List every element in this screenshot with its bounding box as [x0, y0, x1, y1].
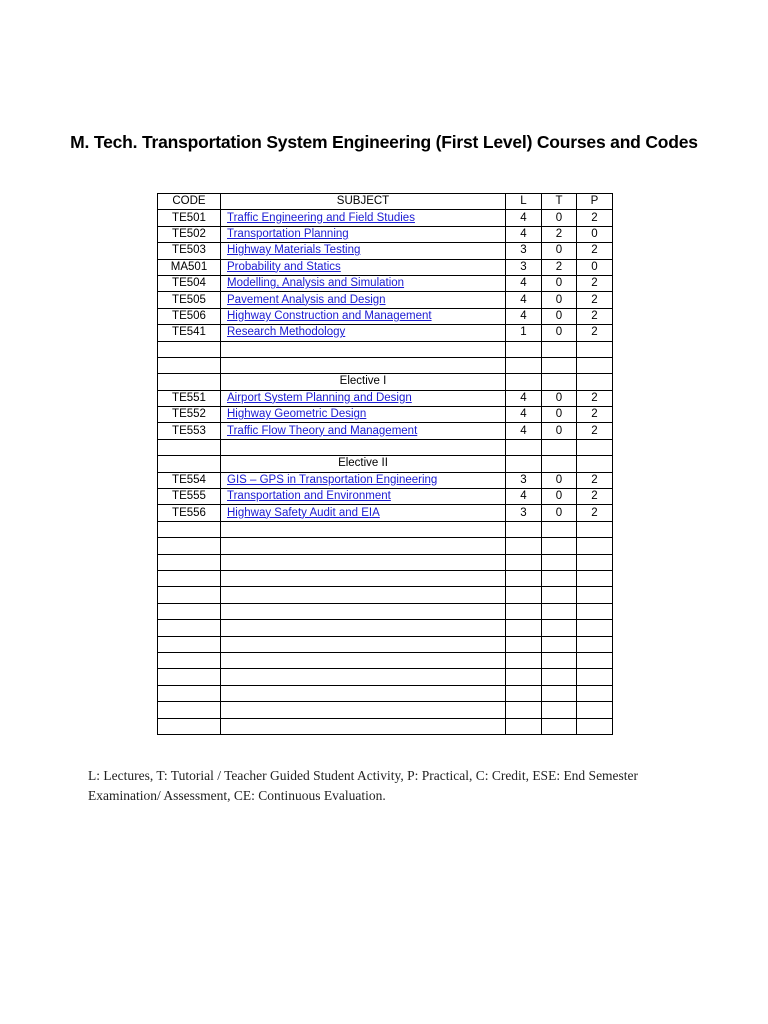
table-row: [158, 325, 613, 341]
table-row: [158, 505, 613, 521]
practical-hours: 2: [577, 505, 613, 521]
tutorial-hours: 0: [542, 210, 577, 226]
practical-hours: 2: [577, 489, 613, 505]
practical-hours: 2: [577, 292, 613, 308]
elective-1-label: Elective I: [221, 374, 506, 390]
course-link[interactable]: Highway Construction and Management: [227, 309, 432, 322]
header-p: P: [577, 194, 613, 210]
course-code: TE501: [158, 210, 221, 226]
tutorial-hours: 0: [542, 407, 577, 423]
practical-hours: 2: [577, 275, 613, 291]
empty-row: [158, 587, 613, 603]
course-link[interactable]: Traffic Engineering and Field Studies: [227, 211, 415, 224]
table-row: [158, 226, 613, 242]
lecture-hours: 4: [506, 489, 542, 505]
course-code: TE506: [158, 308, 221, 324]
tutorial-hours: 0: [542, 243, 577, 259]
lecture-hours: 4: [506, 308, 542, 324]
tutorial-hours: 0: [542, 472, 577, 488]
tutorial-hours: 0: [542, 292, 577, 308]
header-t: T: [542, 194, 577, 210]
lecture-hours: 4: [506, 423, 542, 439]
header-l: L: [506, 194, 542, 210]
table-row: [158, 407, 613, 423]
course-link[interactable]: Highway Materials Testing: [227, 244, 361, 257]
course-code: TE541: [158, 325, 221, 341]
course-subject: [221, 407, 506, 423]
practical-hours: 0: [577, 226, 613, 242]
course-subject: [221, 226, 506, 242]
table-row: [158, 472, 613, 488]
practical-hours: 2: [577, 472, 613, 488]
lecture-hours: 4: [506, 210, 542, 226]
course-code: TE555: [158, 489, 221, 505]
course-link[interactable]: Modelling, Analysis and Simulation: [227, 277, 405, 290]
legend-text: L: Lectures, T: Tutorial / Teacher Guided Student Activity, P: Practical, C: Credit, ESE: End Semester Examination/ Assessment, CE: Continuous Evaluation.: [88, 768, 639, 803]
page-title: M. Tech. Transportation System Engineering (First Level) Courses and Codes: [70, 132, 698, 152]
course-code: TE556: [158, 505, 221, 521]
tutorial-hours: 0: [542, 308, 577, 324]
table-row: [158, 489, 613, 505]
tutorial-hours: 0: [542, 505, 577, 521]
course-code: TE503: [158, 243, 221, 259]
course-code: TE505: [158, 292, 221, 308]
tutorial-hours: 0: [542, 325, 577, 341]
tutorial-hours: 2: [542, 259, 577, 275]
course-subject: [221, 390, 506, 406]
course-link[interactable]: GIS – GPS in Transportation Engineering: [227, 473, 438, 486]
section-row: [158, 374, 613, 390]
header-code: CODE: [158, 194, 221, 210]
empty-row: [158, 702, 613, 718]
lecture-hours: 1: [506, 325, 542, 341]
lecture-hours: 3: [506, 505, 542, 521]
empty-row: [158, 620, 613, 636]
lecture-hours: 4: [506, 292, 542, 308]
tutorial-hours: 0: [542, 489, 577, 505]
lecture-hours: 3: [506, 472, 542, 488]
lecture-hours: 4: [506, 226, 542, 242]
tutorial-hours: 0: [542, 390, 577, 406]
course-code: MA501: [158, 259, 221, 275]
empty-row: [158, 521, 613, 537]
table-row: [158, 259, 613, 275]
course-code: TE551: [158, 390, 221, 406]
course-subject: [221, 243, 506, 259]
empty-row: [158, 570, 613, 586]
course-subject: [221, 259, 506, 275]
practical-hours: 2: [577, 243, 613, 259]
practical-hours: 0: [577, 259, 613, 275]
lecture-hours: 3: [506, 259, 542, 275]
practical-hours: 2: [577, 423, 613, 439]
table-row: [158, 210, 613, 226]
course-link[interactable]: Highway Geometric Design: [227, 408, 367, 421]
empty-row: [158, 554, 613, 570]
course-link[interactable]: Traffic Flow Theory and Management: [227, 424, 418, 437]
course-subject: [221, 292, 506, 308]
course-link[interactable]: Pavement Analysis and Design: [227, 293, 386, 306]
empty-row: [158, 718, 613, 734]
section-row: [158, 456, 613, 472]
practical-hours: 2: [577, 407, 613, 423]
table-row: [158, 292, 613, 308]
table-row: [158, 275, 613, 291]
empty-row: [158, 685, 613, 701]
empty-row: [158, 341, 613, 357]
empty-row: [158, 636, 613, 652]
empty-row: [158, 603, 613, 619]
course-link[interactable]: Highway Safety Audit and EIA: [227, 506, 380, 519]
table-row: [158, 243, 613, 259]
course-subject: [221, 472, 506, 488]
practical-hours: 2: [577, 308, 613, 324]
course-link[interactable]: Probability and Statics: [227, 260, 341, 273]
course-subject: [221, 308, 506, 324]
tutorial-hours: 2: [542, 226, 577, 242]
course-subject: [221, 423, 506, 439]
elective-2-label: Elective II: [221, 456, 506, 472]
table-header-row: [158, 194, 613, 210]
course-subject: [221, 325, 506, 341]
table-row: [158, 390, 613, 406]
lecture-hours: 4: [506, 275, 542, 291]
course-code: TE552: [158, 407, 221, 423]
courses-table: [157, 193, 613, 735]
lecture-hours: 3: [506, 243, 542, 259]
lecture-hours: 4: [506, 407, 542, 423]
lecture-hours: 4: [506, 390, 542, 406]
empty-row: [158, 669, 613, 685]
course-link[interactable]: Airport System Planning and Design: [227, 391, 412, 404]
course-code: TE504: [158, 275, 221, 291]
course-subject: [221, 505, 506, 521]
tutorial-hours: 0: [542, 275, 577, 291]
course-subject: [221, 210, 506, 226]
practical-hours: 2: [577, 325, 613, 341]
course-code: TE554: [158, 472, 221, 488]
empty-row: [158, 439, 613, 455]
empty-row: [158, 357, 613, 373]
header-subject: SUBJECT: [221, 194, 506, 210]
empty-row: [158, 652, 613, 668]
empty-row: [158, 538, 613, 554]
course-subject: [221, 489, 506, 505]
course-subject: [221, 275, 506, 291]
course-link[interactable]: Research Methodology: [227, 326, 346, 339]
practical-hours: 2: [577, 390, 613, 406]
course-link[interactable]: Transportation Planning: [227, 227, 349, 240]
table-row: [158, 423, 613, 439]
practical-hours: 2: [577, 210, 613, 226]
course-code: TE502: [158, 226, 221, 242]
table-row: [158, 308, 613, 324]
course-code: TE553: [158, 423, 221, 439]
tutorial-hours: 0: [542, 423, 577, 439]
course-link[interactable]: Transportation and Environment: [227, 490, 391, 503]
